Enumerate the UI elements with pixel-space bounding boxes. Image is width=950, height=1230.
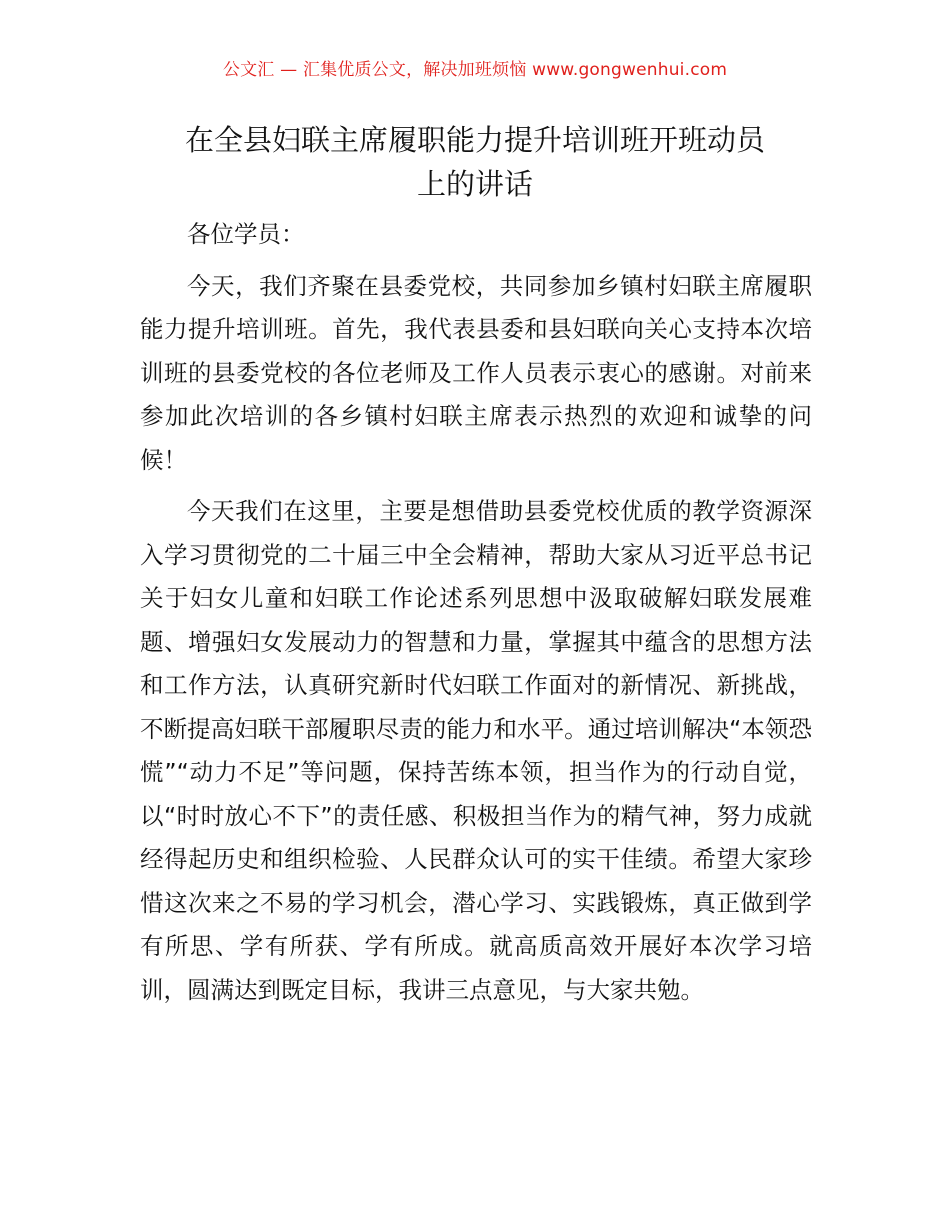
site-banner: 公文汇 — 汇集优质公文，解决加班烦恼 www.gongwenhui.com xyxy=(222,60,728,80)
document-title-line-1: 在全县妇联主席履职能力提升培训班开班动员 xyxy=(184,123,765,157)
document-title xyxy=(135,118,815,206)
salutation: 各位学员： xyxy=(187,220,305,248)
paragraph-2: 今天我们在这里，主要是想借助县委党校优质的教学资源深入学习贯彻党的二十届三中全会精神，帮助大家从习近平总书记关于妇女儿童和妇联工作论述系列思想中汲取破解妇联发展难题、增强妇女发展动力的智慧和力量，掌握其中蕴含的思想方法和工作方法，认真研究新时代妇联工作面对的新情况、新挑战，不断提高妇联干部履职尽责的能力和水平。通过培训解决“本领恐慌”“动力不足”等问题，保持苦练本领，担当作为的行动自觉，以“时时放心不下”的责任感、积极担当作为的精气神，努力成就经得起历史和组织检验、人民群众认可的实干佳绩。希望大家珍惜这次来之不易的学习机会，潜心学习、实践锻炼，真正做到学有所思、学有所获、学有所成。就高质高效开展好本次学习培训，圆满达到既定目标，我讲三点意见，与大家共勉。 xyxy=(140,497,812,1004)
document-body xyxy=(140,213,812,1020)
paragraph-1: 今天，我们齐聚在县委党校，共同参加乡镇村妇联主席履职能力提升培训班。首先，我代表县委和县妇联向关心支持本次培训班的县委党校的各位老师及工作人员表示衷心的感谢。对前来参加此次培训的各乡镇村妇联主席表示热烈的欢迎和诚挚的问候！ xyxy=(140,271,812,474)
document-title-line-2: 上的讲话 xyxy=(416,167,533,201)
